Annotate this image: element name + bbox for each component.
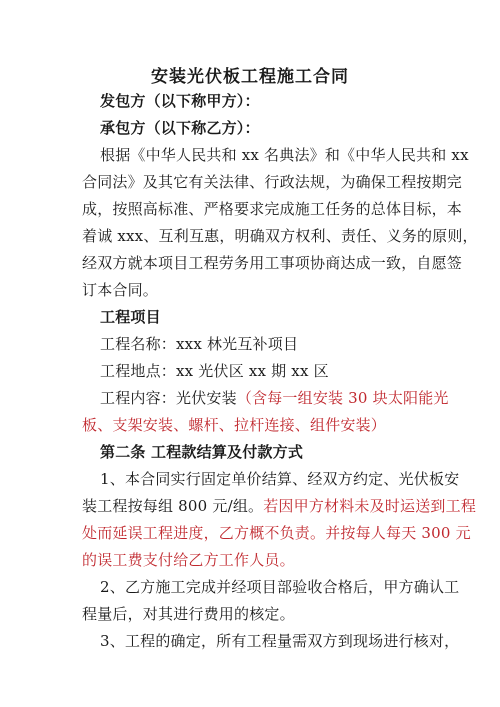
section1-heading: 工程项目 [100, 308, 161, 326]
project-content-line [100, 385, 449, 412]
preamble-line: 经双方就本项目工程劳务用工事项协商达成一致，自愿签 [82, 254, 463, 272]
project-content-prefix: 工程内容：光伏安装 [100, 389, 237, 407]
clause3-line: 3、工程的确定，所有工程量需双方到现场进行核对， [100, 632, 460, 650]
clause2-line: 2、乙方施工完成并经项目部验收合格后，甲方确认工 [100, 578, 460, 596]
party-b-line: 承包方（以下称乙方）： [100, 119, 260, 137]
project-location: 工程地点：xx 光伏区 xx 期 xx 区 [100, 362, 329, 380]
document-title: 安装光伏板工程施工合同 [151, 67, 349, 87]
clause1-price: 装工程按每组 800 元/组。 [82, 497, 264, 515]
party-a-line: 发包方（以下称甲方）： [100, 92, 260, 110]
project-name: 工程名称：xxx 林光互补项目 [100, 335, 299, 353]
project-content-detail-cont: 板、支架安装、螺杆、拉杆连接、组件安装） [82, 416, 387, 434]
clause2-line: 程量后，对其进行费用的核定。 [82, 605, 295, 623]
section2-heading: 第二条 工程款结算及付款方式 [100, 443, 304, 461]
clause1-line: 1、本合同实行固定单价结算、经双方约定、光伏板安 [100, 470, 460, 488]
clause1-delay-note: 若因甲方材料未及时运送到工程 [263, 497, 477, 515]
preamble-line: 根据《中华人民共和 xx 名典法》和《中华人民共和 xx [100, 146, 469, 164]
project-content-detail: （含每一组安装 30 块太阳能光 [236, 389, 449, 407]
clause1-delay-note-end: 的误工费支付给乙方工作人员。 [82, 551, 295, 569]
preamble-line: 合同法》及其它有关法律、行政法规，为确保工程按期完 [82, 173, 463, 191]
preamble-line: 成，按照高标准、严格要求完成施工任务的总体目标，本 [82, 200, 463, 218]
clause1-delay-note-cont: 处而延误工程进度，乙方概不负责。并按每人每天 300 元 [82, 524, 471, 542]
clause1-line [82, 493, 477, 520]
preamble-line: 着诚 xxx、互利互惠，明确双方权利、责任、义务的原则， [82, 227, 478, 245]
preamble-line: 订本合同。 [82, 281, 159, 299]
